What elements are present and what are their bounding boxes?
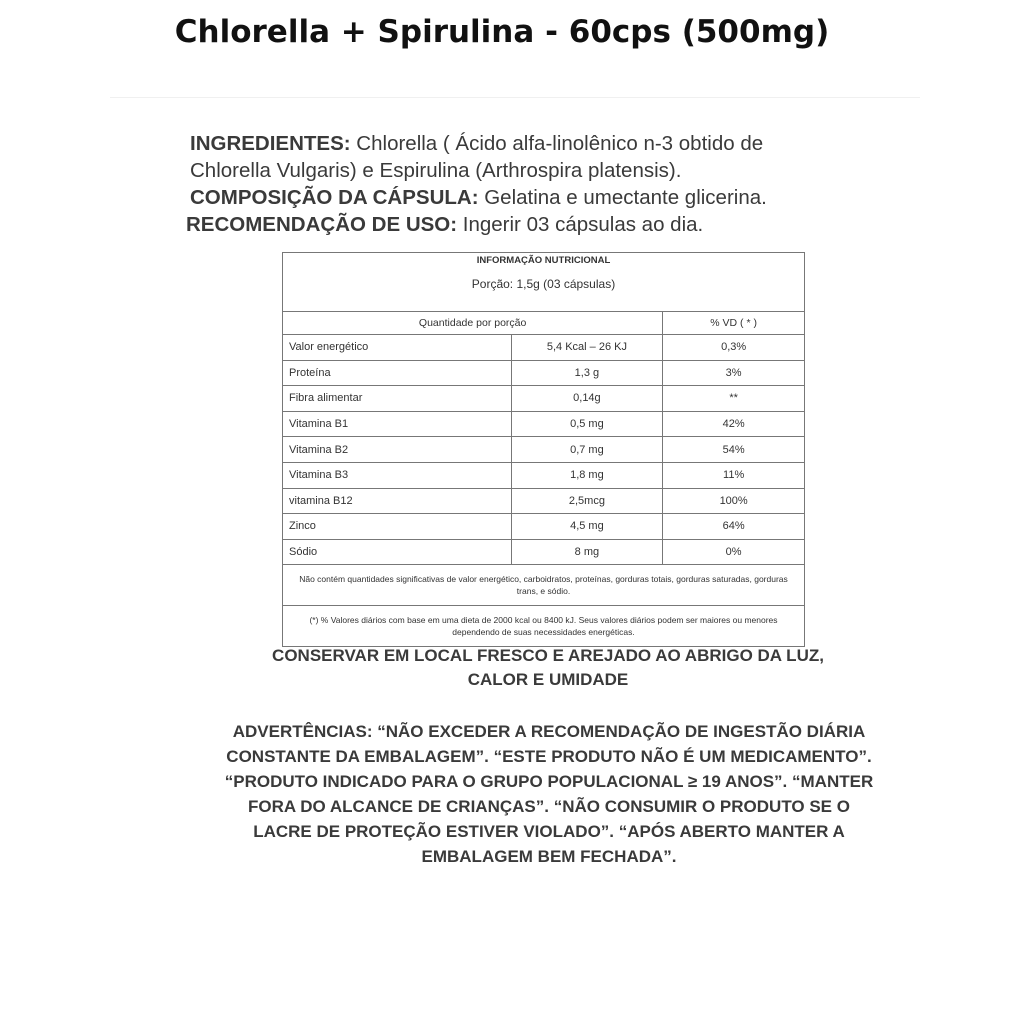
nutrient-qty: 1,3 g xyxy=(511,360,663,386)
warning-line: LACRE DE PROTEÇÃO ESTIVER VIOLADO”. “APÓS ABERTO MANTER A xyxy=(253,822,845,841)
nutrient-vd: 54% xyxy=(663,437,805,463)
nutrition-heading: INFORMAÇÃO NUTRICIONAL xyxy=(283,253,805,268)
nutrient-qty: 8 mg xyxy=(511,539,663,565)
warning-line: CONSTANTE DA EMBALAGEM”. “ESTE PRODUTO NÃO É UM MEDICAMENTO”. xyxy=(226,747,872,766)
warning-line: “PRODUTO INDICADO PARA O GRUPO POPULACIONAL ≥ 19 ANOS”. “MANTER xyxy=(224,772,874,791)
divider xyxy=(110,97,920,98)
warning-line: FORA DO ALCANCE DE CRIANÇAS”. “NÃO CONSUMIR O PRODUTO SE O xyxy=(248,797,850,816)
nutrient-qty: 5,4 Kcal – 26 KJ xyxy=(511,335,663,361)
col-qty-header: Quantidade por porção xyxy=(283,312,663,335)
nutrient-vd: 42% xyxy=(663,411,805,437)
nutrient-vd: 0,3% xyxy=(663,335,805,361)
usage-line xyxy=(186,211,890,238)
nutrient-name: Sódio xyxy=(283,539,512,565)
nutrition-row xyxy=(283,360,805,386)
nutrient-qty: 2,5mcg xyxy=(511,488,663,514)
nutrient-qty: 0,7 mg xyxy=(511,437,663,463)
nutrient-vd: 100% xyxy=(663,488,805,514)
warnings-block xyxy=(186,719,912,869)
nutrition-header-row xyxy=(283,312,805,335)
composition-text: Gelatina e umectante glicerina. xyxy=(478,186,767,209)
ingredients-text-a: Chlorella ( Ácido alfa-linolênico n-3 obtido de xyxy=(350,132,764,155)
nutrient-name: Vitamina B3 xyxy=(283,462,512,488)
nutrient-vd: 11% xyxy=(663,462,805,488)
ingredients-label: INGREDIENTES: xyxy=(190,132,351,155)
warning-line: EMBALAGEM BEM FECHADA”. xyxy=(421,847,677,866)
nutrition-row xyxy=(283,539,805,565)
usage-label: RECOMENDAÇÃO DE USO: xyxy=(186,213,458,236)
nutrient-name: Zinco xyxy=(283,514,512,540)
nutrition-row xyxy=(283,437,805,463)
nutrient-qty: 1,8 mg xyxy=(511,462,663,488)
nutrient-vd: 64% xyxy=(663,514,805,540)
nutrient-qty: 4,5 mg xyxy=(511,514,663,540)
page-title: Chlorella + Spirulina - 60cps (500mg) xyxy=(174,14,830,50)
nutrient-vd: 3% xyxy=(663,360,805,386)
col-vd-header: % VD ( * ) xyxy=(663,312,805,335)
nutrient-name: Vitamina B2 xyxy=(283,437,512,463)
composition-line xyxy=(190,184,890,211)
nutrition-row xyxy=(283,411,805,437)
nutrient-name: Proteína xyxy=(283,360,512,386)
storage-line-1: CONSERVAR EM LOCAL FRESCO E AREJADO AO ABRIGO DA LUZ, xyxy=(272,646,824,665)
nutrient-name: Vitamina B1 xyxy=(283,411,512,437)
nutrition-note-1: Não contém quantidades significativas de valor energético, carboidratos, proteínas, gorduras totais, gorduras saturadas, gorduras trans, e sódio. xyxy=(283,565,805,606)
nutrient-vd: ** xyxy=(663,386,805,412)
nutrition-rows xyxy=(283,335,805,565)
storage-instructions xyxy=(0,644,1024,692)
composition-label: COMPOSIÇÃO DA CÁPSULA: xyxy=(190,186,479,209)
nutrition-note-2: (*) % Valores diários com base em uma dieta de 2000 kcal ou 8400 kJ. Seus valores diários podem ser maiores ou menores dependendo de suas necessidades energéticas. xyxy=(283,606,805,647)
nutrient-qty: 0,14g xyxy=(511,386,663,412)
nutrition-row xyxy=(283,514,805,540)
ingredients-line-2: Chlorella Vulgaris) e Espirulina (Arthrospira platensis). xyxy=(190,159,682,182)
nutrition-row xyxy=(283,488,805,514)
nutrient-name: Valor energético xyxy=(283,335,512,361)
nutrition-table xyxy=(282,252,805,647)
storage-line-2: CALOR E UMIDADE xyxy=(467,670,629,689)
nutrient-name: Fibra alimentar xyxy=(283,386,512,412)
usage-text: Ingerir 03 cápsulas ao dia. xyxy=(457,213,704,236)
ingredients-line xyxy=(190,130,890,157)
nutrient-vd: 0% xyxy=(663,539,805,565)
nutrition-portion: Porção: 1,5g (03 cápsulas) xyxy=(283,267,805,312)
nutrition-row xyxy=(283,386,805,412)
nutrition-row xyxy=(283,462,805,488)
nutrition-row xyxy=(283,335,805,361)
nutrient-name: vitamina B12 xyxy=(283,488,512,514)
ingredients-block xyxy=(186,130,890,238)
warning-line: ADVERTÊNCIAS: “NÃO EXCEDER A RECOMENDAÇÃO DE INGESTÃO DIÁRIA xyxy=(232,722,866,741)
nutrient-qty: 0,5 mg xyxy=(511,411,663,437)
